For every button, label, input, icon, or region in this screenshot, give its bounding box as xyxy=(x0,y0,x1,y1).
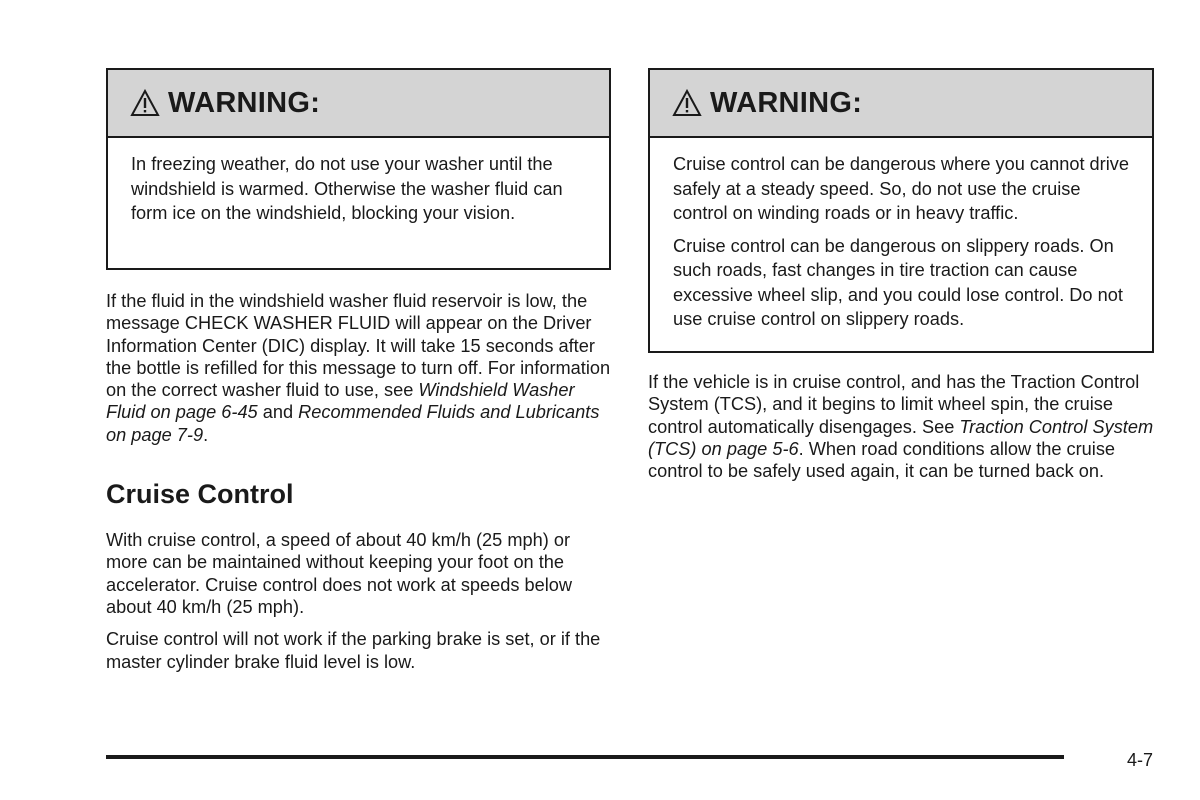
tcs-paragraph xyxy=(648,371,1154,482)
warning-triangle-icon xyxy=(672,89,702,117)
paragraph-text: If the fluid in the windshield washer fluid reservoir is low, the message CHECK WASHER FLUID will appear on the Driver Information Center (DIC) display. It will take 15 seconds after the bottle is refilled for this message to turn off. For information on the correct washer fluid to use, see xyxy=(106,291,611,401)
warning-title: WARNING: xyxy=(168,86,321,119)
warning-text: Cruise control can be dangerous on slippery roads. On such roads, fast changes in tire traction can cause excessive wheel slip, and you could lose control. Do not use cruise control on slippery roads. xyxy=(673,235,1123,329)
warning-text: Cruise control can be dangerous where you cannot drive safely at a steady speed. So, do not use the cruise control on winding roads or in heavy traffic. xyxy=(673,154,1129,223)
warning-body xyxy=(650,138,1152,348)
washer-fluid-paragraph xyxy=(106,290,611,446)
warning-header xyxy=(108,70,609,138)
left-column xyxy=(106,68,611,673)
footer-rule xyxy=(106,755,1064,759)
paragraph-text: . xyxy=(203,424,209,445)
paragraph-text: If the vehicle is in cruise control, and has the Traction Control System (TCS), and it begins to limit wheel spin, the cruise control automatically disengages. See xyxy=(648,372,1140,437)
paragraph-text: . When road conditions allow the cruise control to be safely used again, it can be turned back on. xyxy=(648,438,1116,482)
section-heading: Cruise Control xyxy=(106,479,294,510)
warning-body xyxy=(108,138,609,242)
cross-reference-link: Windshield Washer Fluid on page 6-45 xyxy=(106,380,575,423)
cross-reference-link: Traction Control System (TCS) on page 5-6 xyxy=(648,416,1154,459)
warning-header xyxy=(650,70,1152,138)
washer-warning-box xyxy=(106,68,611,270)
cross-reference-link: Recommended Fluids and Lubricants on page 7-9 xyxy=(106,402,600,445)
warning-text: In freezing weather, do not use your washer until the windshield is warmed. Otherwise the washer fluid can form ice on the windshield, blocking your vision. xyxy=(131,154,563,223)
paragraph-text: and xyxy=(257,402,299,423)
right-column xyxy=(648,68,1154,482)
warning-triangle-icon xyxy=(130,89,160,117)
cruise-warning-box xyxy=(648,68,1154,353)
cruise-paragraph: Cruise control will not work if the parking brake is set, or if the master cylinder brake fluid level is low. xyxy=(106,629,601,672)
page-number: 4-7 xyxy=(1127,750,1154,770)
warning-title: WARNING: xyxy=(710,86,863,119)
cruise-paragraph: With cruise control, a speed of about 40 km/h (25 mph) or more can be maintained without keeping your foot on the accelerator. Cruise control does not work at speeds below about 40 km/h (25 mph). xyxy=(106,530,573,617)
